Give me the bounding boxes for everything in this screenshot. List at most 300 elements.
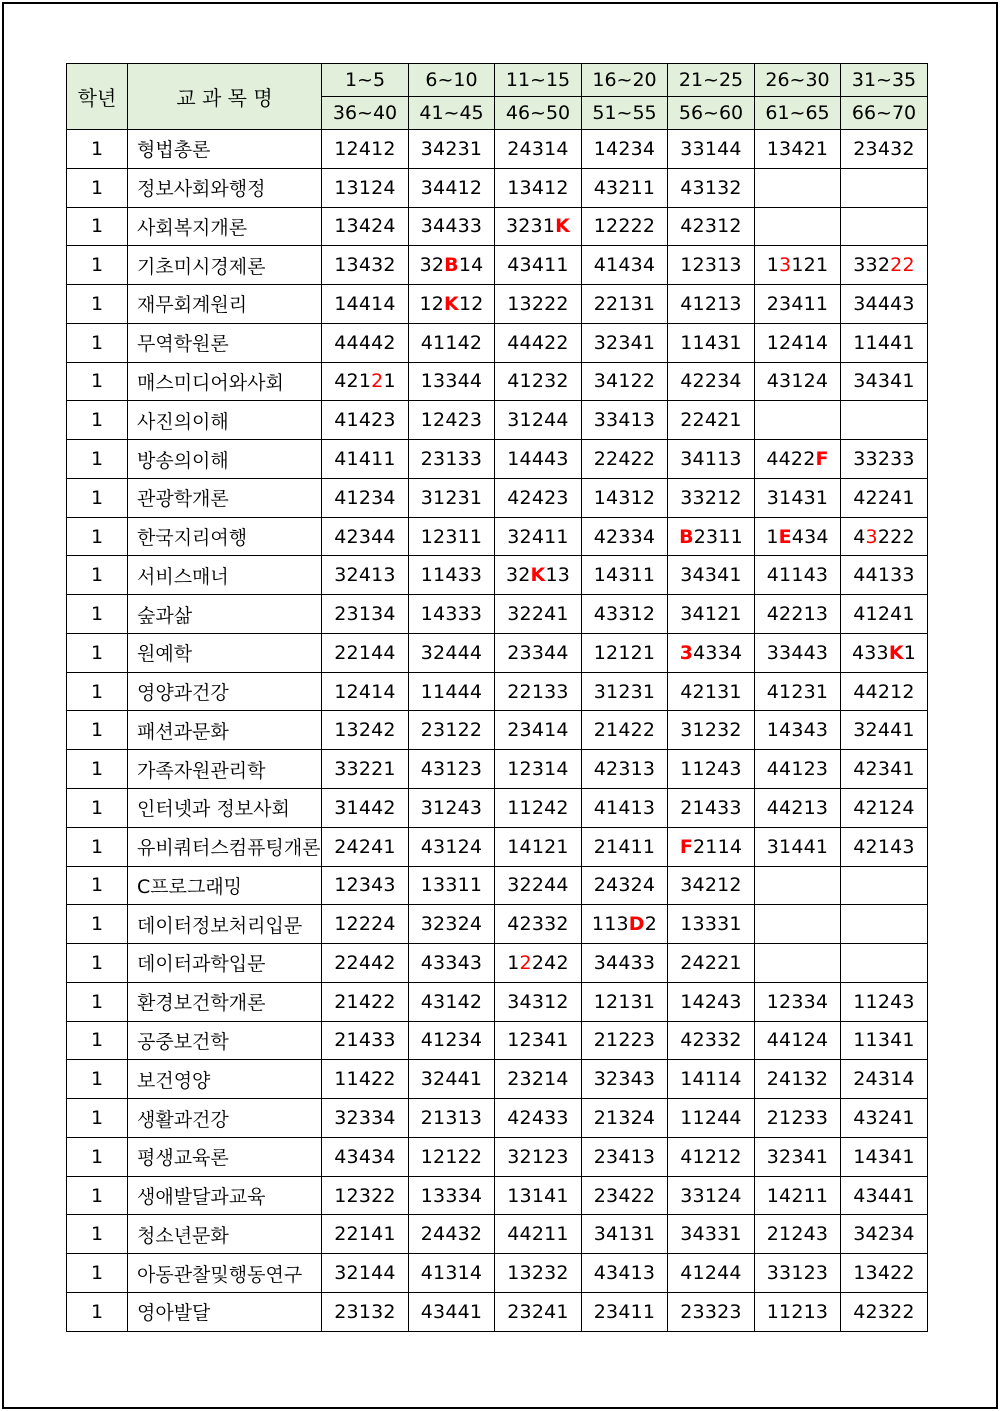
answer-cell: 34433 bbox=[582, 944, 668, 983]
answer-cell: 14333 bbox=[409, 595, 495, 634]
answer-cell: 12224 bbox=[322, 905, 409, 944]
range-header-top: 16~20 bbox=[582, 64, 668, 97]
subject-cell: 생활과건강 bbox=[128, 1099, 322, 1138]
range-header-top: 21~25 bbox=[668, 64, 755, 97]
subject-cell: 관광학개론 bbox=[128, 478, 322, 517]
answer-cell: 32413 bbox=[322, 556, 409, 595]
answer-cell: 12322 bbox=[322, 1176, 409, 1215]
answer-cell: 13432 bbox=[322, 246, 409, 285]
range-header-top: 6~10 bbox=[409, 64, 495, 97]
table-row bbox=[67, 517, 928, 556]
answer-cell: 34331 bbox=[668, 1215, 755, 1254]
answer-cell: 12122 bbox=[409, 1137, 495, 1176]
answer-cell: 14311 bbox=[582, 556, 668, 595]
answer-cell: 42433 bbox=[495, 1099, 582, 1138]
answer-cell: 42423 bbox=[495, 478, 582, 517]
answer-cell: 42143 bbox=[841, 827, 928, 866]
answer-cell: 21433 bbox=[322, 1021, 409, 1060]
table-body bbox=[67, 130, 928, 1332]
table-row bbox=[67, 711, 928, 750]
answer-cell: 32411 bbox=[495, 517, 582, 556]
answer-cell: 44213 bbox=[755, 789, 841, 828]
answer-cell: 4422F bbox=[755, 440, 841, 479]
answer-cell: 34231 bbox=[409, 130, 495, 169]
answer-cell: 41314 bbox=[409, 1254, 495, 1293]
answer-cell: 12K12 bbox=[409, 285, 495, 324]
table-row bbox=[67, 478, 928, 517]
answer-cell bbox=[755, 401, 841, 440]
grade-cell: 1 bbox=[67, 827, 128, 866]
answer-cell: 41423 bbox=[322, 401, 409, 440]
answer-cell: 11213 bbox=[755, 1292, 841, 1331]
answer-cell: 23344 bbox=[495, 633, 582, 672]
answer-cell: 33222 bbox=[841, 246, 928, 285]
answer-cell: 23414 bbox=[495, 711, 582, 750]
answer-cell: 41241 bbox=[841, 595, 928, 634]
answer-cell: 32444 bbox=[409, 633, 495, 672]
answer-cell: 34131 bbox=[582, 1215, 668, 1254]
answer-cell: 44133 bbox=[841, 556, 928, 595]
answer-cell bbox=[841, 905, 928, 944]
answer-cell: 31243 bbox=[409, 789, 495, 828]
answer-cell: 12131 bbox=[582, 982, 668, 1021]
table-row bbox=[67, 1060, 928, 1099]
answer-cell: 13344 bbox=[409, 362, 495, 401]
answer-cell: 11431 bbox=[668, 323, 755, 362]
answer-cell: 34113 bbox=[668, 440, 755, 479]
range-header-bottom: 41~45 bbox=[409, 97, 495, 130]
grade-cell: 1 bbox=[67, 866, 128, 905]
subject-cell: 환경보건학개론 bbox=[128, 982, 322, 1021]
answer-cell: 44212 bbox=[841, 672, 928, 711]
grade-cell: 1 bbox=[67, 401, 128, 440]
answer-cell: 32441 bbox=[841, 711, 928, 750]
subject-cell: 사진의이해 bbox=[128, 401, 322, 440]
answer-cell: 32324 bbox=[409, 905, 495, 944]
subject-cell: 공중보건학 bbox=[128, 1021, 322, 1060]
answer-cell: 44422 bbox=[495, 323, 582, 362]
table-row bbox=[67, 905, 928, 944]
answer-cell: 31441 bbox=[755, 827, 841, 866]
table-row bbox=[67, 285, 928, 324]
answer-cell: 13124 bbox=[322, 168, 409, 207]
answer-cell: 13334 bbox=[409, 1176, 495, 1215]
grade-cell: 1 bbox=[67, 478, 128, 517]
answer-cell: 43343 bbox=[409, 944, 495, 983]
grade-cell: 1 bbox=[67, 789, 128, 828]
answer-cell: 33443 bbox=[755, 633, 841, 672]
answer-cell: 11444 bbox=[409, 672, 495, 711]
answer-cell: 12222 bbox=[582, 207, 668, 246]
answer-cell: 31442 bbox=[322, 789, 409, 828]
answer-cell: 43222 bbox=[841, 517, 928, 556]
answer-cell: 33221 bbox=[322, 750, 409, 789]
answer-cell: 31231 bbox=[409, 478, 495, 517]
answer-cell: 31244 bbox=[495, 401, 582, 440]
answer-cell: 43411 bbox=[495, 246, 582, 285]
answer-cell: 12414 bbox=[755, 323, 841, 362]
table-row bbox=[67, 866, 928, 905]
answer-cell bbox=[755, 944, 841, 983]
answer-cell: 24314 bbox=[495, 130, 582, 169]
answer-cell: 23122 bbox=[409, 711, 495, 750]
answer-cell: F2114 bbox=[668, 827, 755, 866]
answer-cell: 43441 bbox=[841, 1176, 928, 1215]
subject-cell: 평생교육론 bbox=[128, 1137, 322, 1176]
answer-cell: 21223 bbox=[582, 1021, 668, 1060]
answer-cell: 34443 bbox=[841, 285, 928, 324]
range-header-bottom: 56~60 bbox=[668, 97, 755, 130]
answer-cell: 23413 bbox=[582, 1137, 668, 1176]
answer-cell: 23323 bbox=[668, 1292, 755, 1331]
subject-cell: 아동관찰및행동연구 bbox=[128, 1254, 322, 1293]
answer-cell: 43132 bbox=[668, 168, 755, 207]
answer-cell: 12414 bbox=[322, 672, 409, 711]
grade-cell: 1 bbox=[67, 905, 128, 944]
range-header-bottom: 51~55 bbox=[582, 97, 668, 130]
subject-cell: 유비쿼터스컴퓨팅개론 bbox=[128, 827, 322, 866]
answer-cell: 34234 bbox=[841, 1215, 928, 1254]
answer-cell: 13232 bbox=[495, 1254, 582, 1293]
answer-cell: 23432 bbox=[841, 130, 928, 169]
answer-cell: 22131 bbox=[582, 285, 668, 324]
subject-cell: 생애발달과교육 bbox=[128, 1176, 322, 1215]
answer-cell: 13242 bbox=[322, 711, 409, 750]
answer-cell: 12341 bbox=[495, 1021, 582, 1060]
grade-cell: 1 bbox=[67, 982, 128, 1021]
grade-cell: 1 bbox=[67, 1099, 128, 1138]
answer-cell: 34122 bbox=[582, 362, 668, 401]
answer-cell: 22442 bbox=[322, 944, 409, 983]
table-row bbox=[67, 827, 928, 866]
subject-header: 교 과 목 명 bbox=[128, 64, 322, 130]
answer-cell: 14234 bbox=[582, 130, 668, 169]
answer-cell: 42213 bbox=[755, 595, 841, 634]
range-header-bottom: 66~70 bbox=[841, 97, 928, 130]
answer-cell: 34334 bbox=[668, 633, 755, 672]
answer-cell: 12314 bbox=[495, 750, 582, 789]
answer-cell: 11422 bbox=[322, 1060, 409, 1099]
answer-cell: 42334 bbox=[582, 517, 668, 556]
answer-cell bbox=[841, 207, 928, 246]
answer-cell: 42241 bbox=[841, 478, 928, 517]
answer-cell: 43441 bbox=[409, 1292, 495, 1331]
answer-cell: 33212 bbox=[668, 478, 755, 517]
grade-cell: 1 bbox=[67, 595, 128, 634]
answer-cell: 11441 bbox=[841, 323, 928, 362]
table-row bbox=[67, 1137, 928, 1176]
answer-cell: 43124 bbox=[755, 362, 841, 401]
answer-cell: 31231 bbox=[582, 672, 668, 711]
answer-cell: 23134 bbox=[322, 595, 409, 634]
subject-cell: 매스미디어와사회 bbox=[128, 362, 322, 401]
answer-cell: 41232 bbox=[495, 362, 582, 401]
answer-cell: 42313 bbox=[582, 750, 668, 789]
table-row bbox=[67, 982, 928, 1021]
table-row bbox=[67, 1021, 928, 1060]
answer-cell: 12121 bbox=[582, 633, 668, 672]
answer-cell: 13222 bbox=[495, 285, 582, 324]
answer-cell: 44123 bbox=[755, 750, 841, 789]
grade-cell: 1 bbox=[67, 633, 128, 672]
table-row bbox=[67, 168, 928, 207]
grade-cell: 1 bbox=[67, 1021, 128, 1060]
subject-cell: 무역학원론 bbox=[128, 323, 322, 362]
answer-cell: 41411 bbox=[322, 440, 409, 479]
answer-cell: 42234 bbox=[668, 362, 755, 401]
answer-cell: 41231 bbox=[755, 672, 841, 711]
range-header-top: 31~35 bbox=[841, 64, 928, 97]
answer-cell: 12334 bbox=[755, 982, 841, 1021]
table-row bbox=[67, 556, 928, 595]
grade-header: 학년 bbox=[67, 64, 128, 130]
answer-cell: 24324 bbox=[582, 866, 668, 905]
grade-cell: 1 bbox=[67, 323, 128, 362]
answer-cell bbox=[841, 866, 928, 905]
subject-cell: 사회복지개론 bbox=[128, 207, 322, 246]
answer-cell: 13121 bbox=[755, 246, 841, 285]
answer-cell: 22421 bbox=[668, 401, 755, 440]
answer-cell: 34412 bbox=[409, 168, 495, 207]
answer-cell: 23422 bbox=[582, 1176, 668, 1215]
answer-cell: 22141 bbox=[322, 1215, 409, 1254]
subject-cell: 패션과문화 bbox=[128, 711, 322, 750]
answer-cell: 42124 bbox=[841, 789, 928, 828]
answer-cell: 33124 bbox=[668, 1176, 755, 1215]
range-header-top: 11~15 bbox=[495, 64, 582, 97]
answer-cell: 44442 bbox=[322, 323, 409, 362]
grade-cell: 1 bbox=[67, 517, 128, 556]
answer-cell: 41244 bbox=[668, 1254, 755, 1293]
table-row bbox=[67, 750, 928, 789]
answer-cell: 21243 bbox=[755, 1215, 841, 1254]
answer-cell: 41234 bbox=[322, 478, 409, 517]
answer-cell: 23411 bbox=[755, 285, 841, 324]
answer-cell: 32K13 bbox=[495, 556, 582, 595]
answer-cell: 21433 bbox=[668, 789, 755, 828]
answer-cell: 12423 bbox=[409, 401, 495, 440]
answer-cell: 23241 bbox=[495, 1292, 582, 1331]
table-row bbox=[67, 246, 928, 285]
subject-cell: 가족자원관리학 bbox=[128, 750, 322, 789]
answer-cell: 43241 bbox=[841, 1099, 928, 1138]
answer-cell: 44211 bbox=[495, 1215, 582, 1254]
answer-cell: 41143 bbox=[755, 556, 841, 595]
answer-cell: 23132 bbox=[322, 1292, 409, 1331]
answer-cell: 11433 bbox=[409, 556, 495, 595]
grade-cell: 1 bbox=[67, 1292, 128, 1331]
answer-cell: 32123 bbox=[495, 1137, 582, 1176]
answer-cell: 11243 bbox=[841, 982, 928, 1021]
table-row bbox=[67, 1254, 928, 1293]
subject-cell: 재무회계원리 bbox=[128, 285, 322, 324]
subject-cell: 인터넷과 정보사회 bbox=[128, 789, 322, 828]
answer-cell: 43312 bbox=[582, 595, 668, 634]
answer-cell: 12313 bbox=[668, 246, 755, 285]
subject-cell: 기초미시경제론 bbox=[128, 246, 322, 285]
answer-cell: 43142 bbox=[409, 982, 495, 1021]
answer-cell bbox=[841, 168, 928, 207]
answer-cell: 32B14 bbox=[409, 246, 495, 285]
answer-cell: 14312 bbox=[582, 478, 668, 517]
answer-cell: 12343 bbox=[322, 866, 409, 905]
grade-cell: 1 bbox=[67, 1176, 128, 1215]
answer-cell: 33233 bbox=[841, 440, 928, 479]
grade-cell: 1 bbox=[67, 672, 128, 711]
answer-cell: 43413 bbox=[582, 1254, 668, 1293]
subject-cell: 한국지리여행 bbox=[128, 517, 322, 556]
answer-key-table bbox=[66, 63, 928, 1332]
answer-cell: 14443 bbox=[495, 440, 582, 479]
answer-cell: 14211 bbox=[755, 1176, 841, 1215]
grade-cell: 1 bbox=[67, 750, 128, 789]
answer-cell: 21422 bbox=[322, 982, 409, 1021]
answer-cell: 24241 bbox=[322, 827, 409, 866]
answer-cell: 12242 bbox=[495, 944, 582, 983]
answer-cell: 23411 bbox=[582, 1292, 668, 1331]
table-row bbox=[67, 130, 928, 169]
answer-cell: 32244 bbox=[495, 866, 582, 905]
table-row bbox=[67, 1215, 928, 1254]
subject-cell: 영아발달 bbox=[128, 1292, 322, 1331]
answer-cell: 33144 bbox=[668, 130, 755, 169]
answer-cell: 42322 bbox=[841, 1292, 928, 1331]
answer-cell bbox=[841, 944, 928, 983]
answer-cell: 41212 bbox=[668, 1137, 755, 1176]
answer-cell: 34212 bbox=[668, 866, 755, 905]
grade-cell: 1 bbox=[67, 711, 128, 750]
range-header-top: 1~5 bbox=[322, 64, 409, 97]
answer-cell: 14243 bbox=[668, 982, 755, 1021]
answer-cell: 31232 bbox=[668, 711, 755, 750]
table-row bbox=[67, 440, 928, 479]
answer-cell: 34341 bbox=[841, 362, 928, 401]
answer-cell: 22133 bbox=[495, 672, 582, 711]
subject-cell: 형법총론 bbox=[128, 130, 322, 169]
answer-cell: 14114 bbox=[668, 1060, 755, 1099]
answer-cell: B2311 bbox=[668, 517, 755, 556]
answer-cell: 13141 bbox=[495, 1176, 582, 1215]
answer-cell: 34341 bbox=[668, 556, 755, 595]
answer-cell: 42344 bbox=[322, 517, 409, 556]
answer-cell: 24314 bbox=[841, 1060, 928, 1099]
answer-cell: 1E434 bbox=[755, 517, 841, 556]
answer-cell: 34433 bbox=[409, 207, 495, 246]
answer-cell: 21233 bbox=[755, 1099, 841, 1138]
table-row bbox=[67, 207, 928, 246]
header-row-top bbox=[67, 64, 928, 97]
answer-cell: 42131 bbox=[668, 672, 755, 711]
answer-cell: 13412 bbox=[495, 168, 582, 207]
answer-cell: 24432 bbox=[409, 1215, 495, 1254]
subject-cell: 영양과건강 bbox=[128, 672, 322, 711]
range-header-bottom: 46~50 bbox=[495, 97, 582, 130]
grade-cell: 1 bbox=[67, 246, 128, 285]
answer-cell: 14121 bbox=[495, 827, 582, 866]
answer-cell: 41413 bbox=[582, 789, 668, 828]
answer-cell: 43124 bbox=[409, 827, 495, 866]
answer-cell: 21324 bbox=[582, 1099, 668, 1138]
table-row bbox=[67, 595, 928, 634]
answer-cell: 23133 bbox=[409, 440, 495, 479]
answer-cell: 42312 bbox=[668, 207, 755, 246]
table-row bbox=[67, 1176, 928, 1215]
answer-cell: 3231K bbox=[495, 207, 582, 246]
table-row bbox=[67, 401, 928, 440]
answer-cell: 21313 bbox=[409, 1099, 495, 1138]
answer-cell: 21422 bbox=[582, 711, 668, 750]
answer-cell: 12311 bbox=[409, 517, 495, 556]
table-row bbox=[67, 1292, 928, 1331]
answer-cell: 22144 bbox=[322, 633, 409, 672]
answer-cell: 32241 bbox=[495, 595, 582, 634]
answer-cell: 14414 bbox=[322, 285, 409, 324]
grade-cell: 1 bbox=[67, 285, 128, 324]
grade-cell: 1 bbox=[67, 207, 128, 246]
table-row bbox=[67, 323, 928, 362]
grade-cell: 1 bbox=[67, 944, 128, 983]
answer-cell: 34312 bbox=[495, 982, 582, 1021]
answer-cell: 113D2 bbox=[582, 905, 668, 944]
subject-cell: C프로그래밍 bbox=[128, 866, 322, 905]
answer-cell: 41213 bbox=[668, 285, 755, 324]
answer-cell: 12412 bbox=[322, 130, 409, 169]
answer-cell: 32441 bbox=[409, 1060, 495, 1099]
answer-cell: 11341 bbox=[841, 1021, 928, 1060]
answer-cell: 32343 bbox=[582, 1060, 668, 1099]
answer-cell: 43211 bbox=[582, 168, 668, 207]
answer-cell bbox=[755, 905, 841, 944]
grade-cell: 1 bbox=[67, 1060, 128, 1099]
answer-cell: 13422 bbox=[841, 1254, 928, 1293]
answer-cell: 13331 bbox=[668, 905, 755, 944]
range-header-bottom: 36~40 bbox=[322, 97, 409, 130]
answer-cell: 42332 bbox=[668, 1021, 755, 1060]
subject-cell: 청소년문화 bbox=[128, 1215, 322, 1254]
answer-cell: 24132 bbox=[755, 1060, 841, 1099]
range-header-top: 26~30 bbox=[755, 64, 841, 97]
answer-cell bbox=[755, 866, 841, 905]
answer-cell: 14343 bbox=[755, 711, 841, 750]
answer-cell: 13311 bbox=[409, 866, 495, 905]
answer-cell: 13424 bbox=[322, 207, 409, 246]
answer-cell: 32334 bbox=[322, 1099, 409, 1138]
answer-cell: 11244 bbox=[668, 1099, 755, 1138]
subject-cell: 서비스매너 bbox=[128, 556, 322, 595]
answer-cell: 42121 bbox=[322, 362, 409, 401]
answer-cell: 44124 bbox=[755, 1021, 841, 1060]
table-row bbox=[67, 633, 928, 672]
answer-cell: 43434 bbox=[322, 1137, 409, 1176]
answer-cell: 43123 bbox=[409, 750, 495, 789]
answer-cell: 41142 bbox=[409, 323, 495, 362]
grade-cell: 1 bbox=[67, 1215, 128, 1254]
grade-cell: 1 bbox=[67, 440, 128, 479]
grade-cell: 1 bbox=[67, 1254, 128, 1293]
subject-cell: 데이터과학입문 bbox=[128, 944, 322, 983]
answer-cell: 33123 bbox=[755, 1254, 841, 1293]
table-row bbox=[67, 789, 928, 828]
answer-cell: 41234 bbox=[409, 1021, 495, 1060]
answer-cell: 21411 bbox=[582, 827, 668, 866]
subject-cell: 원예학 bbox=[128, 633, 322, 672]
answer-cell: 32341 bbox=[582, 323, 668, 362]
answer-cell: 433K1 bbox=[841, 633, 928, 672]
table-row bbox=[67, 944, 928, 983]
subject-cell: 정보사회와행정 bbox=[128, 168, 322, 207]
subject-cell: 숲과삶 bbox=[128, 595, 322, 634]
grade-cell: 1 bbox=[67, 1137, 128, 1176]
